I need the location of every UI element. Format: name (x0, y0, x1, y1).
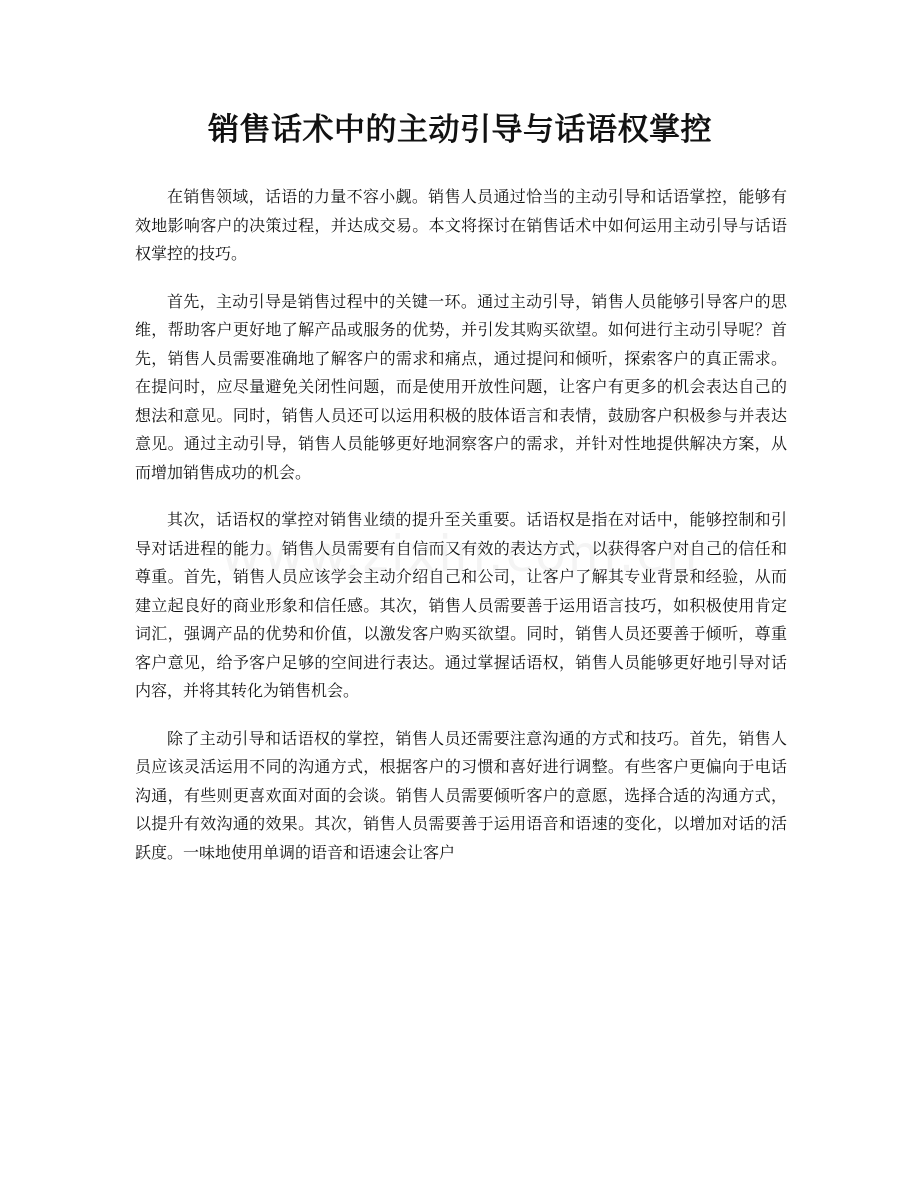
paragraph-communication: 除了主动引导和话语权的掌控，销售人员还需要注意沟通的方式和技巧。首先，销售人员应该灵活运用不同的沟通方式，根据客户的习惯和喜好进行调整。有些客户更偏向于电话沟通，有些则更喜欢面对面的会谈。销售人员需要倾听客户的意愿，选择合适的沟通方式，以提升有效沟通的效果。其次，销售人员需要善于运用语音和语速的变化，以增加对话的活跃度。一味地使用单调的语音和语速会让客户 (135, 728, 787, 862)
document-title: 销售话术中的主动引导与话语权掌控 (208, 112, 712, 148)
paragraph-intro: 在销售领域，话语的力量不容小觑。销售人员通过恰当的主动引导和话语掌控，能够有效地影响客户的决策过程，并达成交易。本文将探讨在销售话术中如何运用主动引导与话语权掌控的技巧。 (135, 187, 787, 263)
paragraph-discourse-control: 其次，话语权的掌控对销售业绩的提升至关重要。话语权是指在对话中，能够控制和引导对话进程的能力。销售人员需要有自信而又有效的表达方式，以获得客户对自己的信任和尊重。首先，销售人员应该学会主动介绍自己和公司，让客户了解其专业背景和经验，从而建立起良好的商业形象和信任感。其次，销售人员需要善于运用语言技巧，如积极使用肯定词汇，强调产品的优势和价值，以激发客户购买欲望。同时，销售人员还要善于倾听，尊重客户意见，给予客户足够的空间进行表达。通过掌握话语权，销售人员能够更好地引导对话内容，并将其转化为销售机会。 (135, 510, 787, 700)
document-body (135, 183, 787, 886)
paragraph-active-guidance: 首先，主动引导是销售过程中的关键一环。通过主动引导，销售人员能够引导客户的思维，帮助客户更好地了解产品或服务的优势，并引发其购买欲望。如何进行主动引导呢？首先，销售人员需要准确地了解客户的需求和痛点，通过提问和倾听，探索客户的真正需求。在提问时，应尽量避免关闭性问题，而是使用开放性问题，让客户有更多的机会表达自己的想法和意见。同时，销售人员还可以运用积极的肢体语言和表情，鼓励客户积极参与并表达意见。通过主动引导，销售人员能够更好地洞察客户的需求，并针对性地提供解决方案，从而增加销售成功的机会。 (135, 291, 787, 482)
